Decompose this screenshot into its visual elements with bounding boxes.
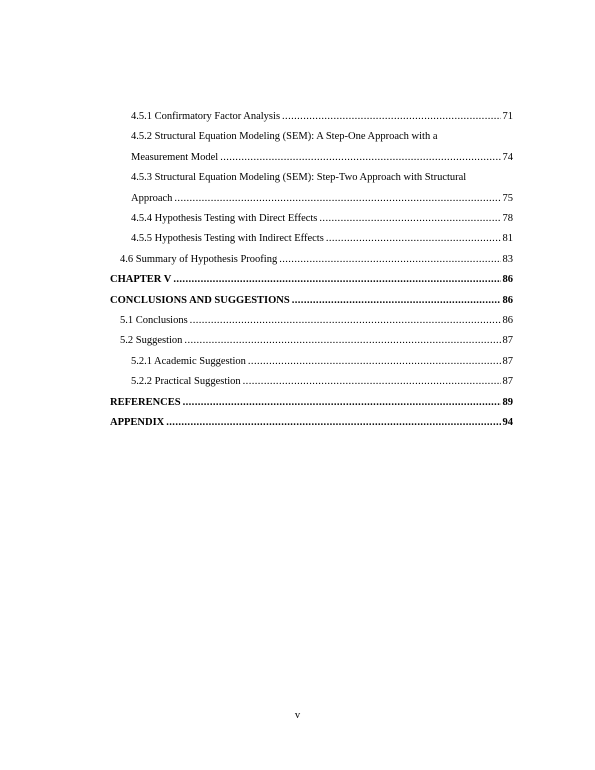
dot-leader <box>326 229 501 249</box>
dot-leader <box>282 107 500 127</box>
toc-entry-title: APPENDIX <box>110 417 165 429</box>
toc-entry-title: 4.5.5 Hypothesis Testing with Indirect Effects <box>131 233 324 245</box>
toc-entry-title: 4.5.1 Confirmatory Factor Analysis <box>131 111 281 122</box>
dot-leader <box>279 250 500 270</box>
toc-entry-page: 94 <box>502 417 513 429</box>
toc-entry-4-5-5[interactable] <box>110 229 513 249</box>
toc-entry-page: 86 <box>502 315 513 327</box>
page-number: v <box>294 710 301 721</box>
toc-entry-4-5-3[interactable] <box>110 168 513 209</box>
toc-entry-title-line1: 4.5.2 Structural Equation Modeling (SEM): A Step-One Approach with a <box>131 131 438 143</box>
toc-entry-title: CHAPTER V <box>110 274 172 286</box>
toc-entry-title: 5.2.2 Practical Suggestion <box>131 376 241 388</box>
dot-leader <box>292 291 501 311</box>
toc-entry-5-2-1[interactable] <box>110 352 513 372</box>
dot-leader <box>190 311 501 331</box>
toc-entry-title: 4.5.4 Hypothesis Testing with Direct Effects <box>131 213 318 225</box>
toc-entry-conclusions-and-suggestions[interactable] <box>110 291 513 311</box>
toc-entry-title: 5.2 Suggestion <box>120 335 183 347</box>
toc-entry-5-2-2[interactable] <box>110 372 513 392</box>
toc-entry-page: 87 <box>502 355 513 367</box>
toc-entry-page: 71 <box>502 111 513 122</box>
toc-entry-4-5-2[interactable] <box>110 127 513 168</box>
toc-entry-page: 81 <box>502 233 513 245</box>
toc-entry-page: 75 <box>502 192 513 204</box>
dot-leader <box>248 352 501 372</box>
toc-entry-title: CONCLUSIONS AND SUGGESTIONS <box>110 294 290 306</box>
toc-entry-title: 5.2.1 Academic Suggestion <box>131 355 246 367</box>
toc-entry-page: 86 <box>502 274 513 286</box>
dot-leader <box>319 209 500 229</box>
toc-entry-page: 87 <box>502 376 513 388</box>
toc-entry-4-6[interactable] <box>110 250 513 270</box>
toc-entry-title: REFERENCES <box>110 396 181 408</box>
toc-entry-page: 78 <box>502 213 513 225</box>
toc-entry-title-line1: 4.5.3 Structural Equation Modeling (SEM): Step-Two Approach with Structural <box>131 172 467 184</box>
toc-entry-title: 4.6 Summary of Hypothesis Proofing <box>120 253 278 265</box>
toc-entry-page: 83 <box>502 253 513 265</box>
dot-leader <box>243 372 501 392</box>
toc-entry-5-2[interactable] <box>110 331 513 351</box>
toc-entry-appendix[interactable] <box>110 413 513 433</box>
toc-entry-4-5-1[interactable] <box>110 107 513 127</box>
dot-leader <box>174 189 500 209</box>
toc-entry-title: Measurement Model <box>131 151 219 163</box>
dot-leader <box>220 148 500 168</box>
toc-entry-page: 87 <box>502 335 513 347</box>
toc-entry-page: 86 <box>502 294 513 306</box>
dot-leader <box>183 393 501 413</box>
toc-entry-page: 74 <box>502 151 513 163</box>
toc-entry-references[interactable] <box>110 393 513 413</box>
dot-leader <box>184 331 500 351</box>
dot-leader <box>173 270 500 290</box>
dot-leader <box>166 413 500 433</box>
table-of-contents <box>110 107 513 434</box>
toc-entry-page: 89 <box>502 396 513 408</box>
toc-entry-5-1[interactable] <box>110 311 513 331</box>
toc-entry-title: 5.1 Conclusions <box>120 315 188 327</box>
toc-entry-title: Approach <box>131 192 173 204</box>
toc-entry-chapter-v[interactable] <box>110 270 513 290</box>
toc-entry-4-5-4[interactable] <box>110 209 513 229</box>
